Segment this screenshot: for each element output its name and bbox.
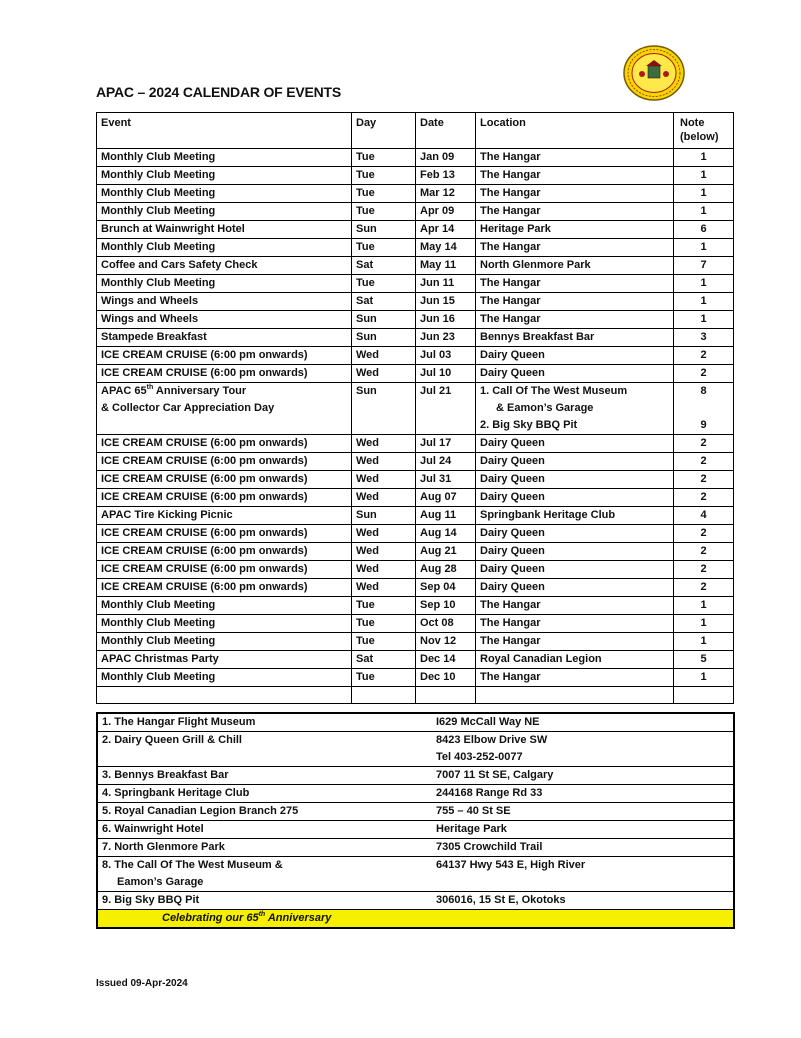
event-cell: ICE CREAM CRUISE (6:00 pm onwards) — [97, 489, 352, 507]
location-cell: Royal Canadian Legion — [476, 651, 674, 669]
date-cell: Jun 16 — [416, 311, 476, 329]
address-row — [97, 732, 734, 767]
venue-name-line: 4. Springbank Heritage Club — [102, 787, 250, 799]
table-row — [97, 507, 734, 525]
table-row — [97, 579, 734, 597]
table-row — [97, 347, 734, 365]
date-cell: Apr 09 — [416, 203, 476, 221]
header-location: Location — [476, 113, 674, 149]
blank-cell — [416, 687, 476, 704]
day-cell: Tue — [352, 633, 416, 651]
issued-date: Issued 09-Apr-2024 — [96, 978, 188, 989]
location-cell: Dairy Queen — [476, 579, 674, 597]
event-cell: Monthly Club Meeting — [97, 239, 352, 257]
date-cell: Sep 04 — [416, 579, 476, 597]
event-cell: Monthly Club Meeting — [97, 149, 352, 167]
event-cell: Coffee and Cars Safety Check — [97, 257, 352, 275]
note-cell — [674, 383, 734, 435]
day-cell: Wed — [352, 453, 416, 471]
date-cell: Jul 03 — [416, 347, 476, 365]
header-note-line1: Note — [680, 117, 705, 129]
events-table — [96, 112, 734, 704]
event-cell: Monthly Club Meeting — [97, 669, 352, 687]
blank-cell — [352, 687, 416, 704]
table-row — [97, 239, 734, 257]
venue-name — [97, 821, 424, 839]
day-cell: Wed — [352, 525, 416, 543]
event-line1-part-a: APAC 65 — [101, 385, 147, 397]
day-cell: Tue — [352, 167, 416, 185]
location-line1: 1. Call Of The West Museum — [480, 385, 628, 397]
day-cell: Sun — [352, 507, 416, 525]
note-cell: 1 — [674, 239, 734, 257]
day-cell: Tue — [352, 185, 416, 203]
event-cell: Stampede Breakfast — [97, 329, 352, 347]
location-cell: The Hangar — [476, 167, 674, 185]
event-cell: Monthly Club Meeting — [97, 203, 352, 221]
location-line3: 2. Big Sky BBQ Pit — [480, 419, 578, 431]
note-cell: 2 — [674, 579, 734, 597]
event-cell: Monthly Club Meeting — [97, 597, 352, 615]
venue-address — [424, 821, 734, 839]
venue-address-line: 64137 Hwy 543 E, High River — [436, 859, 586, 871]
event-cell: ICE CREAM CRUISE (6:00 pm onwards) — [97, 365, 352, 383]
event-cell: ICE CREAM CRUISE (6:00 pm onwards) — [97, 471, 352, 489]
venue-name-line: Eamon’s Garage — [117, 876, 204, 888]
header-note-line2: (below) — [680, 131, 719, 143]
date-cell: Sep 10 — [416, 597, 476, 615]
note-cell: 1 — [674, 615, 734, 633]
location-cell: Dairy Queen — [476, 525, 674, 543]
venue-name-line: 5. Royal Canadian Legion Branch 275 — [102, 805, 299, 817]
venue-name-line: 8. The Call Of The West Museum & — [102, 859, 283, 871]
date-cell: May 11 — [416, 257, 476, 275]
event-cell: Wings and Wheels — [97, 293, 352, 311]
day-cell: Tue — [352, 239, 416, 257]
venue-name-line: 1. The Hangar Flight Museum — [102, 716, 256, 728]
date-cell: Aug 21 — [416, 543, 476, 561]
day-cell: Tue — [352, 669, 416, 687]
venue-name-line: 6. Wainwright Hotel — [102, 823, 204, 835]
table-row — [97, 543, 734, 561]
location-cell: The Hangar — [476, 185, 674, 203]
venue-name-line: 2. Dairy Queen Grill & Chill — [102, 734, 242, 746]
note-cell: 1 — [674, 167, 734, 185]
day-cell: Sun — [352, 329, 416, 347]
table-row — [97, 365, 734, 383]
location-cell: Heritage Park — [476, 221, 674, 239]
day-cell: Sun — [352, 311, 416, 329]
table-row — [97, 651, 734, 669]
location-cell: Dairy Queen — [476, 561, 674, 579]
location-cell: Dairy Queen — [476, 471, 674, 489]
anniversary-banner-row — [97, 910, 734, 929]
note-cell: 1 — [674, 669, 734, 687]
day-cell: Sat — [352, 257, 416, 275]
location-cell: The Hangar — [476, 669, 674, 687]
date-cell: Aug 11 — [416, 507, 476, 525]
table-row — [97, 453, 734, 471]
note-cell: 1 — [674, 203, 734, 221]
header-date: Date — [416, 113, 476, 149]
note-cell: 3 — [674, 329, 734, 347]
note-cell: 2 — [674, 365, 734, 383]
address-row — [97, 857, 734, 892]
venue-address-line: 306016, 15 St E, Okotoks — [436, 894, 566, 906]
header-day: Day — [352, 113, 416, 149]
location-cell: Springbank Heritage Club — [476, 507, 674, 525]
table-row — [97, 471, 734, 489]
note-cell: 2 — [674, 561, 734, 579]
venue-address — [424, 857, 734, 892]
address-row — [97, 839, 734, 857]
location-cell: The Hangar — [476, 597, 674, 615]
event-line1-sup: th — [146, 384, 154, 391]
address-row — [97, 803, 734, 821]
day-cell: Wed — [352, 435, 416, 453]
event-cell: APAC Tire Kicking Picnic — [97, 507, 352, 525]
blank-cell — [97, 687, 352, 704]
venue-address-line: 755 – 40 St SE — [436, 805, 511, 817]
address-row — [97, 785, 734, 803]
table-row — [97, 185, 734, 203]
venue-address-line: Tel 403-252-0077 — [436, 751, 523, 763]
location-cell: The Hangar — [476, 633, 674, 651]
date-cell: Oct 08 — [416, 615, 476, 633]
date-cell: Jul 10 — [416, 365, 476, 383]
venue-name-line: 3. Bennys Breakfast Bar — [102, 769, 229, 781]
venue-address — [424, 803, 734, 821]
venue-name — [97, 713, 424, 732]
day-cell: Wed — [352, 489, 416, 507]
table-row — [97, 275, 734, 293]
table-row — [97, 293, 734, 311]
address-row — [97, 821, 734, 839]
date-cell: Aug 14 — [416, 525, 476, 543]
venue-name-line: 9. Big Sky BBQ Pit — [102, 894, 200, 906]
venue-name — [97, 892, 424, 910]
location-cell — [476, 383, 674, 435]
note-2: 9 — [700, 419, 707, 431]
event-cell: Monthly Club Meeting — [97, 185, 352, 203]
location-cell: The Hangar — [476, 615, 674, 633]
event-cell: ICE CREAM CRUISE (6:00 pm onwards) — [97, 435, 352, 453]
event-cell: Monthly Club Meeting — [97, 633, 352, 651]
club-seal-logo — [622, 44, 686, 102]
table-row — [97, 597, 734, 615]
table-row — [97, 633, 734, 651]
date-cell: Jul 31 — [416, 471, 476, 489]
date-cell: Jan 09 — [416, 149, 476, 167]
venue-address-line: I629 McCall Way NE — [436, 716, 540, 728]
venue-name — [97, 767, 424, 785]
venue-address-line: 7305 Crowchild Trail — [436, 841, 543, 853]
event-cell — [97, 383, 352, 435]
note-cell: 2 — [674, 347, 734, 365]
venue-name — [97, 785, 424, 803]
date-cell: Jun 11 — [416, 275, 476, 293]
day-cell: Wed — [352, 561, 416, 579]
event-line1-part-b: Anniversary Tour — [153, 385, 247, 397]
blank-cell — [674, 687, 734, 704]
location-cell: Dairy Queen — [476, 489, 674, 507]
table-row — [97, 257, 734, 275]
day-cell: Tue — [352, 149, 416, 167]
day-cell: Sun — [352, 221, 416, 239]
note-cell: 2 — [674, 453, 734, 471]
event-line2: & Collector Car Appreciation Day — [101, 402, 275, 414]
note-cell: 2 — [674, 471, 734, 489]
table-row — [97, 615, 734, 633]
day-cell: Tue — [352, 275, 416, 293]
date-cell: Nov 12 — [416, 633, 476, 651]
day-cell: Sat — [352, 651, 416, 669]
note-1: 8 — [700, 385, 707, 397]
note-cell: 2 — [674, 489, 734, 507]
location-cell: The Hangar — [476, 149, 674, 167]
address-row — [97, 767, 734, 785]
day-cell: Wed — [352, 471, 416, 489]
note-cell: 1 — [674, 149, 734, 167]
venue-address — [424, 785, 734, 803]
location-line2: & Eamon’s Garage — [496, 402, 594, 414]
date-cell: Jul 17 — [416, 435, 476, 453]
date-cell: Apr 14 — [416, 221, 476, 239]
location-cell: The Hangar — [476, 293, 674, 311]
venue-address — [424, 892, 734, 910]
event-cell: Monthly Club Meeting — [97, 615, 352, 633]
event-line1 — [101, 383, 351, 400]
date-cell: Dec 14 — [416, 651, 476, 669]
table-row — [97, 669, 734, 687]
location-cell: The Hangar — [476, 203, 674, 221]
note-cell: 4 — [674, 507, 734, 525]
table-row — [97, 167, 734, 185]
location-cell: Dairy Queen — [476, 435, 674, 453]
day-cell: Wed — [352, 543, 416, 561]
day-cell: Wed — [352, 365, 416, 383]
day-cell: Sun — [352, 383, 416, 435]
date-cell: Jun 23 — [416, 329, 476, 347]
day-cell: Sat — [352, 293, 416, 311]
venue-address-line: 7007 11 St SE, Calgary — [436, 769, 554, 781]
venue-address — [424, 713, 734, 732]
venue-name — [97, 732, 424, 767]
table-row — [97, 435, 734, 453]
page-title: APAC – 2024 CALENDAR OF EVENTS — [96, 84, 342, 100]
table-row — [97, 149, 734, 167]
event-cell: ICE CREAM CRUISE (6:00 pm onwards) — [97, 543, 352, 561]
table-row — [97, 525, 734, 543]
date-cell: May 14 — [416, 239, 476, 257]
banner-text-b: Anniversary — [265, 912, 332, 924]
day-cell: Wed — [352, 347, 416, 365]
date-cell: Feb 13 — [416, 167, 476, 185]
note-cell: 2 — [674, 435, 734, 453]
header-event: Event — [97, 113, 352, 149]
event-cell: APAC Christmas Party — [97, 651, 352, 669]
location-cell: The Hangar — [476, 275, 674, 293]
date-cell: Jun 15 — [416, 293, 476, 311]
venue-name — [97, 803, 424, 821]
table-row — [97, 203, 734, 221]
location-cell: North Glenmore Park — [476, 257, 674, 275]
event-cell: ICE CREAM CRUISE (6:00 pm onwards) — [97, 561, 352, 579]
event-cell: Monthly Club Meeting — [97, 275, 352, 293]
table-row — [97, 311, 734, 329]
date-cell: Mar 12 — [416, 185, 476, 203]
note-cell: 1 — [674, 311, 734, 329]
location-cell: Dairy Queen — [476, 543, 674, 561]
note-cell: 5 — [674, 651, 734, 669]
venue-address-line: Heritage Park — [436, 823, 507, 835]
location-cell: Dairy Queen — [476, 365, 674, 383]
address-row — [97, 892, 734, 910]
location-cell: Dairy Queen — [476, 453, 674, 471]
location-cell: The Hangar — [476, 239, 674, 257]
event-cell: Monthly Club Meeting — [97, 167, 352, 185]
day-cell: Wed — [352, 579, 416, 597]
date-cell: Dec 10 — [416, 669, 476, 687]
table-row-blank — [97, 687, 734, 704]
table-row — [97, 561, 734, 579]
venue-address — [424, 839, 734, 857]
event-cell: ICE CREAM CRUISE (6:00 pm onwards) — [97, 579, 352, 597]
table-row — [97, 329, 734, 347]
note-cell: 1 — [674, 293, 734, 311]
day-cell: Tue — [352, 597, 416, 615]
venue-name — [97, 857, 424, 892]
venue-address — [424, 767, 734, 785]
addresses-table — [96, 712, 735, 929]
note-cell: 1 — [674, 185, 734, 203]
note-cell: 2 — [674, 525, 734, 543]
event-cell: ICE CREAM CRUISE (6:00 pm onwards) — [97, 525, 352, 543]
date-cell: Jul 21 — [416, 383, 476, 435]
table-row — [97, 221, 734, 239]
location-cell: Bennys Breakfast Bar — [476, 329, 674, 347]
banner-sup: th — [258, 911, 266, 918]
date-cell: Aug 07 — [416, 489, 476, 507]
date-cell: Aug 28 — [416, 561, 476, 579]
event-cell: Brunch at Wainwright Hotel — [97, 221, 352, 239]
events-header-row — [97, 113, 734, 149]
day-cell: Tue — [352, 203, 416, 221]
table-row — [97, 489, 734, 507]
blank-cell — [476, 687, 674, 704]
banner-text-a: Celebrating our 65 — [162, 912, 259, 924]
venue-address-line: 244168 Range Rd 33 — [436, 787, 543, 799]
venue-address — [424, 732, 734, 767]
note-cell: 1 — [674, 633, 734, 651]
venue-name — [97, 839, 424, 857]
event-cell: ICE CREAM CRUISE (6:00 pm onwards) — [97, 347, 352, 365]
table-row-anniversary-tour — [97, 383, 734, 435]
location-cell: The Hangar — [476, 311, 674, 329]
anniversary-banner — [97, 910, 734, 929]
event-cell: ICE CREAM CRUISE (6:00 pm onwards) — [97, 453, 352, 471]
event-cell: Wings and Wheels — [97, 311, 352, 329]
venue-address-line: 8423 Elbow Drive SW — [436, 734, 548, 746]
date-cell: Jul 24 — [416, 453, 476, 471]
day-cell: Tue — [352, 615, 416, 633]
address-row — [97, 713, 734, 732]
note-cell: 1 — [674, 597, 734, 615]
note-cell: 1 — [674, 275, 734, 293]
note-cell: 7 — [674, 257, 734, 275]
venue-name-line: 7. North Glenmore Park — [102, 841, 225, 853]
location-cell: Dairy Queen — [476, 347, 674, 365]
note-cell: 2 — [674, 543, 734, 561]
header-note — [674, 113, 734, 149]
note-cell: 6 — [674, 221, 734, 239]
